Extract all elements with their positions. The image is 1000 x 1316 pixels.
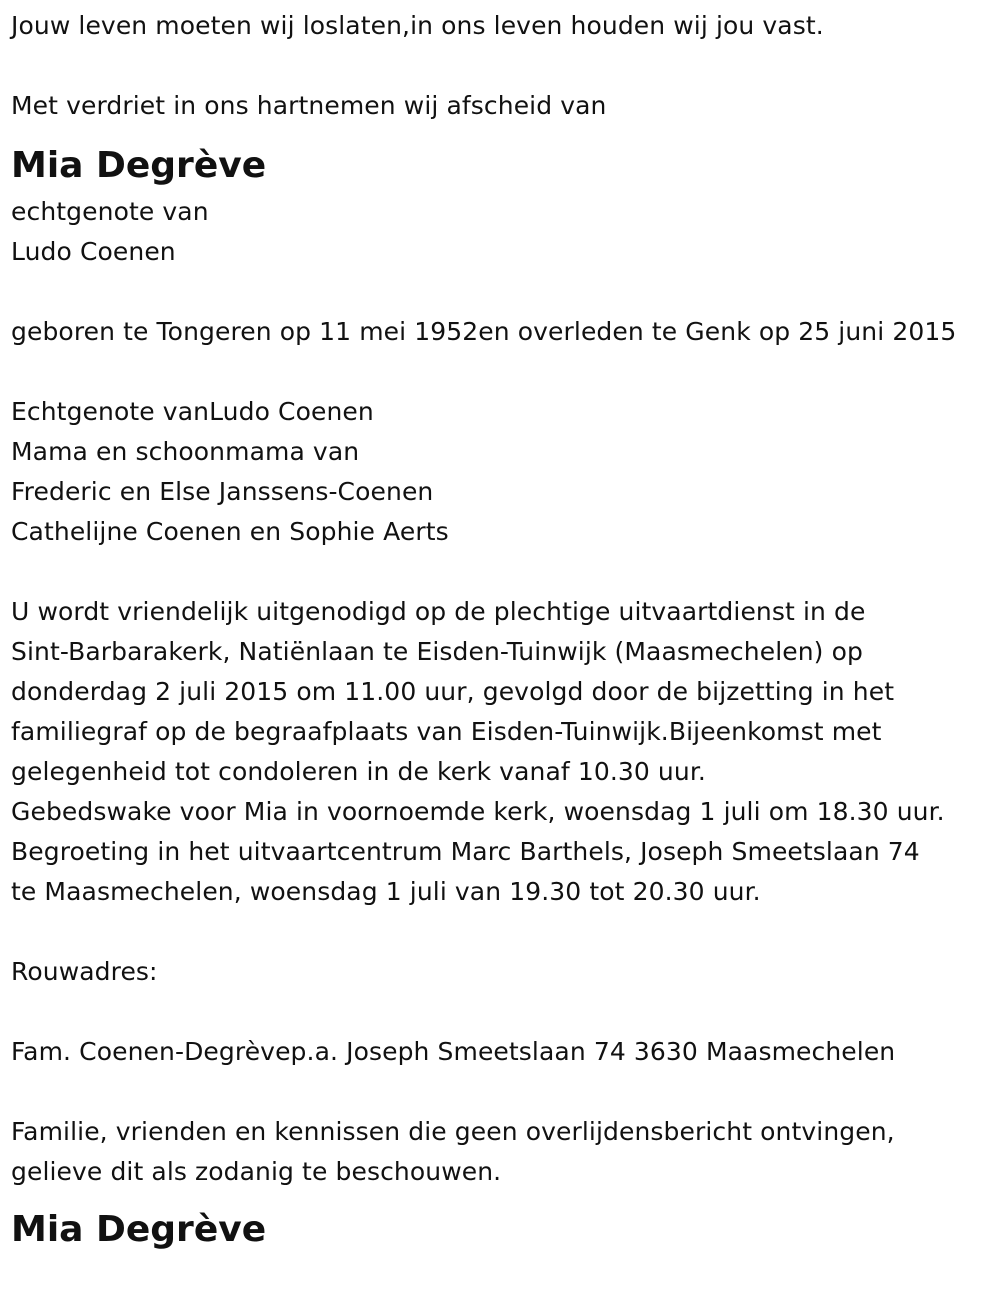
family-line: Cathelijne Coenen en Sophie Aerts bbox=[11, 517, 449, 546]
spouse-label: echtgenote van bbox=[11, 197, 209, 226]
mourning-address-label: Rouwadres: bbox=[11, 957, 158, 986]
closing-paragraph bbox=[11, 1112, 996, 1192]
family-line: Frederic en Else Janssens-Coenen bbox=[11, 477, 434, 506]
family-line: Mama en schoonmama van bbox=[11, 437, 360, 466]
ceremony-line: gelegenheid tot condoleren in de kerk vanaf 10.30 uur. bbox=[11, 757, 706, 786]
spacer bbox=[11, 912, 996, 952]
obituary-document bbox=[11, 6, 996, 1256]
footer-name-heading: Mia Degrève bbox=[11, 1209, 267, 1250]
ceremony-line: te Maasmechelen, woensdag 1 juli van 19.30 tot 20.30 uur. bbox=[11, 877, 761, 906]
spacer bbox=[11, 272, 996, 312]
ceremony-line: familiegraf op de begraafplaats van Eisden-Tuinwijk.Bijeenkomst met bbox=[11, 717, 882, 746]
ceremony-line: Gebedswake voor Mia in voornoemde kerk, woensdag 1 juli om 18.30 uur. bbox=[11, 797, 945, 826]
family-list bbox=[11, 392, 996, 552]
ceremony-line: Sint-Barbarakerk, Natiënlaan te Eisden-Tuinwijk (Maasmechelen) op bbox=[11, 637, 863, 666]
spacer bbox=[11, 552, 996, 592]
closing-line: gelieve dit als zodanig te beschouwen. bbox=[11, 1157, 502, 1186]
ceremony-line: donderdag 2 juli 2015 om 11.00 uur, gevolgd door de bijzetting in het bbox=[11, 677, 895, 706]
mourning-address: Fam. Coenen-Degrèvep.a. Joseph Smeetslaan 74 3630 Maasmechelen bbox=[11, 1037, 896, 1066]
spacer bbox=[11, 992, 996, 1032]
intro-quote: Jouw leven moeten wij loslaten,in ons leven houden wij jou vast. bbox=[11, 11, 824, 40]
spouse-name: Ludo Coenen bbox=[11, 237, 176, 266]
spacer bbox=[11, 1072, 996, 1112]
spacer bbox=[11, 46, 996, 86]
announcement-text: Met verdriet in ons hartnemen wij afscheid van bbox=[11, 91, 607, 120]
ceremony-paragraph bbox=[11, 592, 996, 912]
spacer bbox=[11, 352, 996, 392]
family-line: Echtgenote vanLudo Coenen bbox=[11, 397, 374, 426]
deceased-name-heading: Mia Degrève bbox=[11, 145, 267, 186]
ceremony-line: Begroeting in het uitvaartcentrum Marc Barthels, Joseph Smeetslaan 74 bbox=[11, 837, 920, 866]
ceremony-line: U wordt vriendelijk uitgenodigd op de plechtige uitvaartdienst in de bbox=[11, 597, 866, 626]
birth-death-line: geboren te Tongeren op 11 mei 1952en overleden te Genk op 25 juni 2015 bbox=[11, 317, 957, 346]
closing-line: Familie, vrienden en kennissen die geen overlijdensbericht ontvingen, bbox=[11, 1117, 895, 1146]
